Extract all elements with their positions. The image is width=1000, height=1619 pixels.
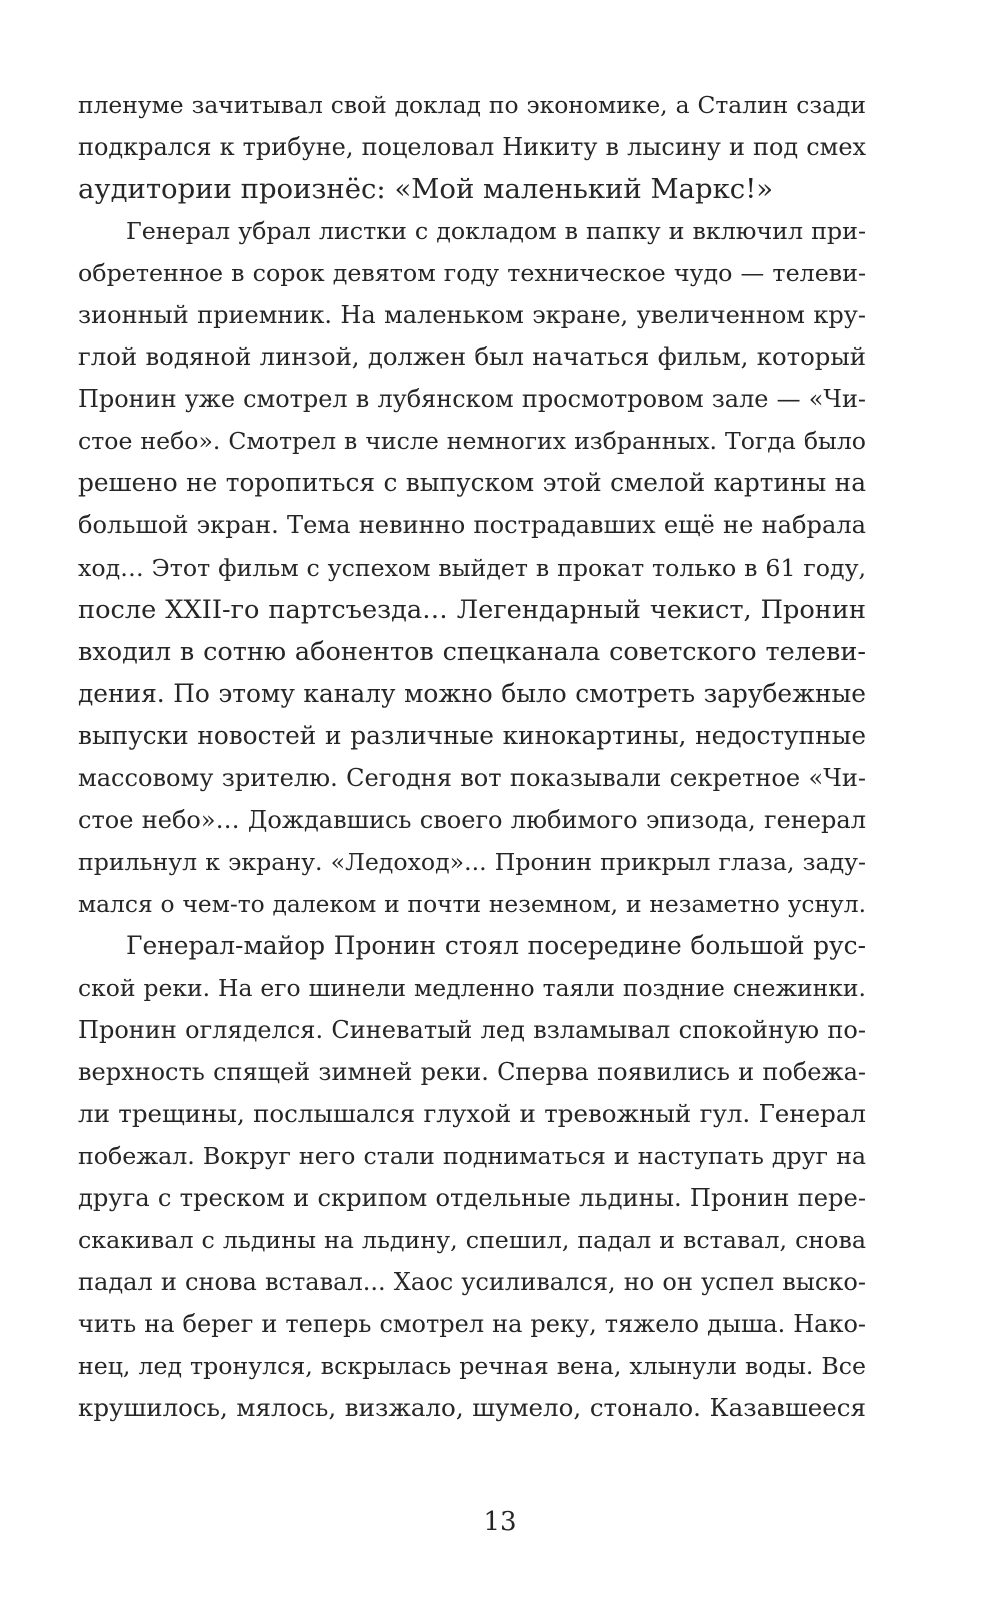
- text-line: большой экран. Тема невинно пострадавших ещё не набрала: [78, 511, 866, 540]
- text-line: пленуме зачитывал свой доклад по экономике, а Сталин сзади: [78, 91, 866, 119]
- text-line: стое небо». Смотрел в числе немногих избранных. Тогда было: [78, 427, 866, 456]
- text-line: стое небо»… Дождавшись своего любимого эпизода, генерал: [78, 805, 866, 834]
- page-number: 13: [483, 1507, 517, 1537]
- text-line: входил в сотню абонентов спецканала советского телеви-: [78, 636, 866, 667]
- body-text: [78, 84, 866, 1430]
- text-line: после XXII-го партсъезда… Легендарный чекист, Пронин: [78, 594, 866, 625]
- text-line: нец, лед тронулся, вскрылась речная вена, хлынули воды. Все: [78, 1352, 866, 1381]
- text-line: скакивал с льдины на льдину, спешил, падал и вставал, снова: [78, 1226, 866, 1255]
- paragraph-first-line: Генерал убрал листки с докладом в папку и включил при-: [126, 217, 866, 246]
- text-line: ли трещины, послышался глухой и тревожный гул. Генерал: [78, 1099, 866, 1129]
- text-line: прильнул к экрану. «Ледоход»... Пронин прикрыл глаза, заду-: [78, 847, 866, 876]
- text-line: обретенное в сорок девятом году техническое чудо — телеви-: [78, 259, 866, 288]
- text-line: верхность спящей зимней реки. Сперва появились и побежа-: [78, 1058, 866, 1087]
- text-line: крушилось, мялось, визжало, шумело, стонало. Казавшееся: [78, 1393, 866, 1423]
- text-line: Пронин огляделся. Синеватый лед взламывал спокойную по-: [78, 1016, 866, 1045]
- paragraph-end-line: мался о чем-то далеком и почти неземном, и незаметно уснул.: [78, 889, 866, 918]
- text-line: ской реки. На его шинели медленно таяли поздние снежинки.: [78, 973, 866, 1002]
- text-line: решено не торопиться с выпуском этой смелой картины на: [78, 468, 866, 498]
- text-line: чить на берег и теперь смотрел на реку, тяжело дыша. Нако-: [78, 1310, 866, 1339]
- text-line: ход… Этот фильм с успехом выйдет в прокат только в 61 году,: [78, 553, 866, 582]
- text-line: побежал. Вокруг него стали подниматься и наступать друг на: [78, 1142, 866, 1171]
- paragraph-end-line: аудитории произнёс: «Мой маленький Маркс!»: [78, 173, 774, 206]
- text-line: дения. По этому каналу можно было смотреть зарубежные: [78, 678, 866, 708]
- text-line: падал и снова вставал... Хаос усиливался, но он успел выско-: [78, 1268, 866, 1297]
- text-line: массовому зрителю. Сегодня вот показывали секретное «Чи-: [78, 763, 866, 792]
- text-line: Пронин уже смотрел в лубянском просмотровом зале — «Чи-: [78, 385, 866, 414]
- text-line: зионный приемник. На маленьком экране, увеличенном кру-: [78, 301, 866, 330]
- text-line: глой водяной линзой, должен был начаться фильм, который: [78, 342, 866, 372]
- text-line: выпуски новостей и различные кинокартины, недоступные: [78, 720, 866, 750]
- text-line: подкрался к трибуне, поцеловал Никиту в лысину и под смех: [78, 133, 866, 162]
- text-line: друга с треском и скрипом отдельные льдины. Пронин пере-: [78, 1184, 866, 1213]
- paragraph-first-line: Генерал-майор Пронин стоял посередине большой рус-: [126, 930, 866, 960]
